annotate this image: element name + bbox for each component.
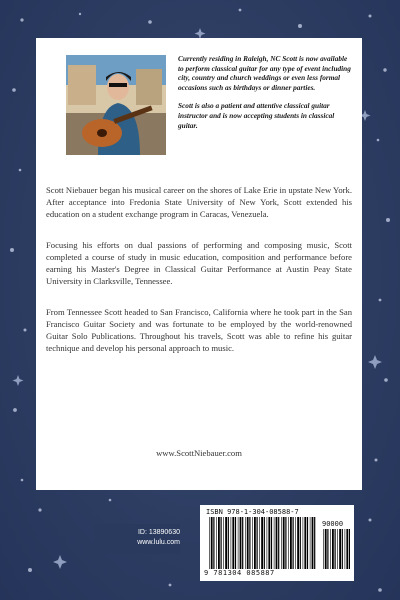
price-code: 90000 [322, 520, 344, 528]
promo-tagline [178, 54, 354, 139]
isbn-barcode [200, 505, 354, 581]
author-photo [66, 55, 166, 155]
publisher-url: www.lulu.com [137, 539, 180, 546]
bio-paragraph-2: Focusing his efforts on dual passions of performing and composing music, Scott completed a course of study in music education, composition and performance before earning his Master's Degree in Classical Guitar Performance at Austin Peay State University in Clarksville, Tennessee. [46, 240, 352, 286]
tagline-paragraph-1: Currently residing in Raleigh, NC Scott is now available to perform classical guitar for any type of event including city, country and church weddings or even less formal occasions such as birthdays or dinner parties. [178, 54, 351, 92]
guitarist-photo-illustration [66, 55, 166, 155]
barcode-addon-bars [322, 529, 350, 569]
barcode-number: 9 781304 085887 [204, 569, 275, 577]
isbn-label: ISBN 978-1-304-08588-7 [206, 508, 299, 516]
author-website: www.ScottNiebauer.com [156, 448, 242, 458]
bio-paragraph-1: Scott Niebauer began his musical career on the shores of Lake Erie in upstate New York. After acceptance into Fredonia State University of New York, Scott extended his education on a student exchange program in Caracas, Venezuela. [46, 185, 352, 219]
author-biography [46, 184, 352, 373]
barcode-bars [208, 517, 318, 569]
publisher-id: ID: 13890630 [137, 529, 180, 536]
bio-paragraph-3: From Tennessee Scott headed to San Francisco, California where he took part in the San Francisco Guitar Society and was fortunate to be employed by the world-renowned Guitar Solo Publications. Throughout his travels, Scott was able to refine his guitar technique and develop his personal approach to music. [46, 307, 352, 353]
tagline-paragraph-2: Scott is also a patient and attentive classical guitar instructor and is now accepting students in classical guitar. [178, 101, 335, 130]
back-cover-text-panel [36, 38, 362, 490]
publisher-id-box [94, 524, 180, 554]
